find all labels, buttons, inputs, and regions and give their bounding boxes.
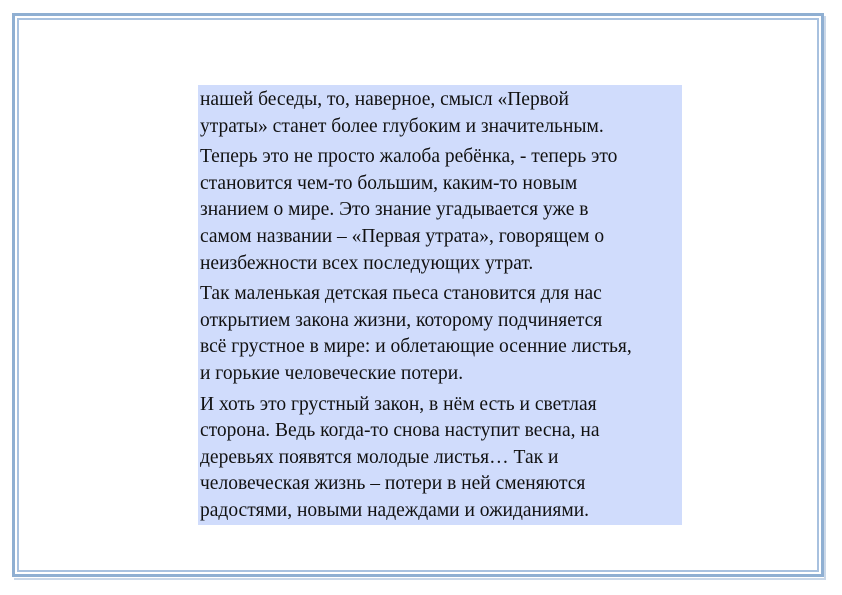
- paragraph-4: [200, 392, 680, 525]
- paragraph-1: [200, 87, 680, 140]
- paragraph-2: [200, 144, 680, 277]
- text-line: Теперь это не просто жалоба ребёнка, - теперь это: [200, 146, 618, 168]
- text-line: человеческая жизнь – потери в ней сменяются: [200, 473, 586, 495]
- text-block: [198, 85, 682, 525]
- text-line: самом названии – «Первая утрата», говорящем о: [200, 225, 605, 247]
- text-line: Так маленькая детская пьеса становится для нас: [200, 283, 602, 305]
- text-line: открытием закона жизни, которому подчиняется: [200, 309, 603, 331]
- text-line: деревьях появятся молодые листья… Так и: [200, 446, 559, 468]
- text-line: утраты» станет более глубоким и значительным.: [200, 115, 604, 137]
- text-line: и горькие человеческие потери.: [200, 362, 464, 384]
- text-line: всё грустное в мире: и облетающие осенние листья,: [200, 336, 632, 358]
- text-line: становится чем-то большим, каким-то новым: [200, 172, 578, 194]
- paragraph-3: [200, 281, 680, 387]
- text-line: нашей беседы, то, наверное, смысл «Первой: [200, 89, 569, 110]
- text-line: радостями, новыми надеждами и ожиданиями.: [200, 499, 590, 521]
- text-line: знанием о мире. Это знание угадывается уже в: [200, 199, 589, 221]
- text-line: неизбежности всех последующих утрат.: [200, 252, 534, 274]
- text-line: И хоть это грустный закон, в нём есть и светлая: [200, 393, 597, 415]
- text-line: сторона. Ведь когда-то снова наступит весна, на: [200, 420, 600, 442]
